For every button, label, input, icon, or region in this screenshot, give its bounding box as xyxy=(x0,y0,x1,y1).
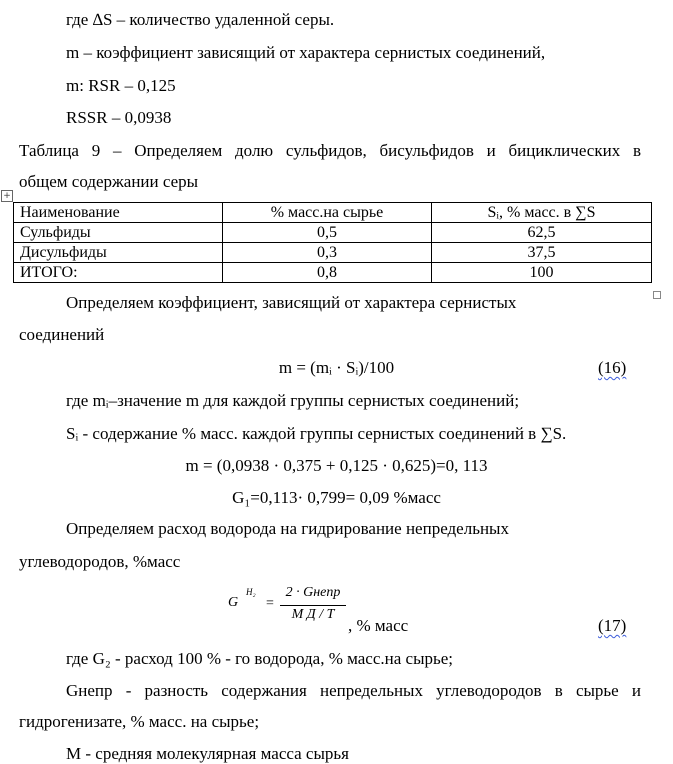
cell-mass: 0,5 xyxy=(223,223,432,243)
formula-17-denominator: M Д / Т xyxy=(291,607,335,622)
definition-si: Sᵢ - содержание % масс. каждой группы сернистых соединений в ∑S. xyxy=(66,424,567,443)
table-header-row xyxy=(14,203,652,223)
calculation-m: m = (0,0938 · 0,375 + 0,125 · 0,625)=0, 113 xyxy=(185,456,488,475)
text-line-m-coefficient: m – коэффициент зависящий от характера сернистых соединений, xyxy=(66,43,546,62)
cell-share: 37,5 xyxy=(432,243,652,263)
definition-mi: где mᵢ–значение m для каждой группы сернистых соединений; xyxy=(66,391,520,410)
header-name: Наименование xyxy=(14,203,223,223)
definition-gnepr-2: гидрогенизате, % масс. на сырье; xyxy=(19,712,260,731)
header-mass-feed: % масс.на сырье xyxy=(223,203,432,223)
formula-17-lhs-sup: H₂ xyxy=(246,587,256,597)
cell-name: Сульфиды xyxy=(14,223,223,243)
equation-16: m = (mᵢ · Sᵢ)/100 xyxy=(278,358,395,377)
paragraph-coefficient-1: Определяем коэффициент, зависящий от характера сернистых xyxy=(66,293,517,312)
table-row xyxy=(14,243,652,263)
formula-17-equals: = xyxy=(266,596,274,611)
text-line-rsr: m: RSR – 0,125 xyxy=(66,76,176,95)
cell-mass: 0,8 xyxy=(223,263,432,283)
definition-gnepr-1: Gнепр - разность содержания непредельных углеводородов в сырье и xyxy=(66,681,641,700)
table-resize-handle[interactable] xyxy=(653,291,661,299)
paragraph-hydrogen-1: Определяем расход водорода на гидрирование непредельных xyxy=(66,519,509,538)
definition-g2: где G₂ - расход 100 % - го водорода, % масс.на сырье; xyxy=(66,649,454,668)
formula-17-numerator: 2 · Gнепр xyxy=(285,585,341,600)
header-si-share: Sᵢ, % масс. в ∑S xyxy=(432,203,652,223)
formula-17-fraction-bar xyxy=(280,605,346,606)
formula-17 xyxy=(228,585,348,625)
table-caption-line-1: Таблица 9 – Определяем долю сульфидов, бисульфидов и бициклических в xyxy=(19,141,641,160)
table-move-handle-icon[interactable]: + xyxy=(1,190,13,202)
definition-m-molecular: M - средняя молекулярная масса сырья xyxy=(66,744,349,763)
calculation-g1: G₁=0,113· 0,799= 0,09 %масс xyxy=(232,488,441,507)
equation-17-unit: , % масс xyxy=(348,616,409,635)
paragraph-coefficient-2: соединений xyxy=(19,325,105,344)
table-row xyxy=(14,263,652,283)
equation-17-number: (17) xyxy=(598,616,627,635)
cell-name: Дисульфиды xyxy=(14,243,223,263)
sulfur-compounds-table xyxy=(13,202,652,283)
cell-share: 62,5 xyxy=(432,223,652,243)
equation-16-number: (16) xyxy=(598,358,627,377)
cell-name: ИТОГО: xyxy=(14,263,223,283)
paragraph-hydrogen-2: углеводородов, %масс xyxy=(19,552,181,571)
formula-17-lhs: G xyxy=(228,595,239,610)
text-line-delta-s: где ∆S – количество удаленной серы. xyxy=(66,10,335,29)
table-caption-line-2: общем содержании серы xyxy=(19,172,199,191)
cell-share: 100 xyxy=(432,263,652,283)
cell-mass: 0,3 xyxy=(223,243,432,263)
table-row xyxy=(14,223,652,243)
text-line-rssr: RSSR – 0,0938 xyxy=(66,108,172,127)
